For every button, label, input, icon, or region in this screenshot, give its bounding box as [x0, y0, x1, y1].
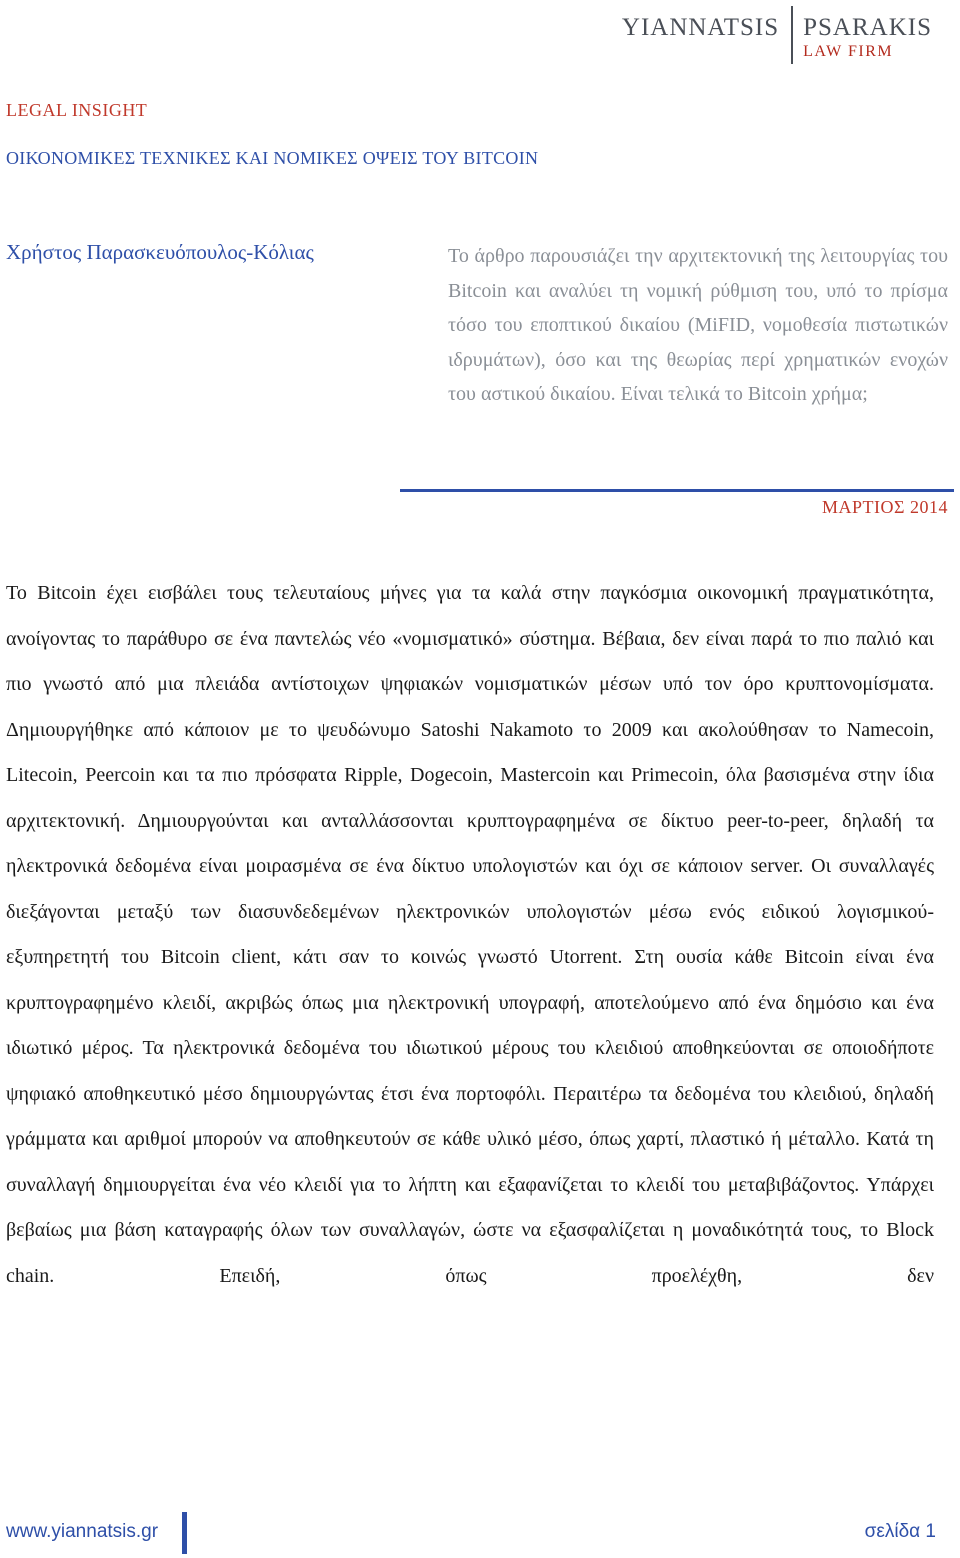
- logo-subtitle: LAW FIRM: [803, 43, 894, 60]
- footer-divider-bar: [182, 1512, 187, 1554]
- logo-divider: [791, 6, 793, 64]
- article-title: ΟΙΚΟΝΟΜΙΚΕΣ ΤΕΧΝΙΚΕΣ ΚΑΙ ΝΟΜΙΚΕΣ ΟΨΕΙΣ ΤΟΥ BITCOIN: [6, 148, 539, 168]
- article-abstract: Το άρθρο παρουσιάζει την αρχιτεκτονική της λειτουργίας του Bitcoin και αναλύει τη νομική ρύθμιση του, υπό το πρίσμα τόσο του εποπτικού δικαίου (MiFID, νομοθεσία πιστωτικών ιδρυμάτων), όσο και της θεωρίας περί χρηματικών ενοχών του αστικού δικαίου. Είναι τελικά το Bitcoin χρήμα;: [448, 245, 948, 406]
- logo-right-name: PSARAKIS: [803, 14, 932, 41]
- section-divider: [400, 489, 954, 492]
- logo-right-block: [803, 14, 932, 62]
- article-body: Το Bitcoin έχει εισβάλει τους τελευταίους μήνες για τα καλά στην παγκόσμια οικονομική πραγματικότητα, ανοίγοντας το παράθυρο σε ένα παντελώς νέο «νομισματικό» σύστημα. Βέβαια, δεν είναι παρά το πιο παλιό και πιο γνωστό από μια πλειάδα αντίστοιχων ψηφιακών νομισματικών μέσων υπό τον όρο κρυπτονομίσματα. Δημιουργήθηκε από κάποιον με το ψευδώνυμο Satoshi Nakamoto το 2009 και ακολούθησαν το Namecoin, Litecoin, Peercoin και τα πιο πρόσφατα Ripple, Dogecoin, Mastercoin και Primecoin, όλα βασισμένα στην ίδια αρχιτεκτονική. Δημιουργούνται και ανταλλάσσονται κρυπτογραφημένα σε δίκτυο peer-to-peer, δηλαδή τα ηλεκτρονικά δεδομένα είναι μοιρασμένα σε ένα δίκτυο υπολογιστών και όχι σε κάποιον server. Οι συναλλαγές διεξάγονται μεταξύ των διασυνδεδεμένων ηλεκτρονικών υπολογιστών μέσω ενός ειδικού λογισμικού-εξυπηρετητή του Bitcoin client, κάτι σαν το κοινώς γνωστό Utorrent. Στη ουσία κάθε Bitcoin είναι ένα κρυπτογραφημένο κλειδί, ακριβώς όπως μια ηλεκτρονική υπογραφή, αποτελούμενο από ένα δημόσιο και ένα ιδιωτικό μέρος. Τα ηλεκτρονικά δεδομένα του ιδιωτικού μέρους του κλειδιού αποθηκεύονται σε οποιοδήποτε ψηφιακό αποθηκευτικό μέσο δημιουργώντας έτσι ένα πορτοφόλι. Περαιτέρω τα δεδομένα του κλειδιού, δηλαδή γράμματα και αριθμοί μπορούν να αποθηκευτούν σε κάθε υλικό μέσο, όπως χαρτί, πλαστικό ή μέταλλο. Κατά τη συναλλαγή δημιουργείται ένα νέο κλειδί για το λήπτη και εξαφανίζεται το κλειδί του μεταβιβάζοντος. Υπάρχει βεβαίως μια βάση καταγραφής όλων των συναλλαγών, ώστε να εξασφαλίζεται η μοναδικότητά τους, το Block chain. Επειδή, όπως προελέχθη, δεν: [6, 582, 935, 1287]
- firm-logo: [622, 6, 932, 68]
- kicker-label: LEGAL INSIGHT: [6, 100, 148, 120]
- author-name: Χρήστος Παρασκευόπουλος-Κόλιας: [6, 240, 314, 264]
- footer-website-link[interactable]: www.yiannatsis.gr: [6, 1521, 159, 1542]
- publication-date: ΜΑΡΤΙΟΣ 2014: [822, 497, 948, 517]
- logo-left-name: YIANNATSIS: [621, 14, 780, 41]
- page-number: σελίδα 1: [864, 1521, 936, 1542]
